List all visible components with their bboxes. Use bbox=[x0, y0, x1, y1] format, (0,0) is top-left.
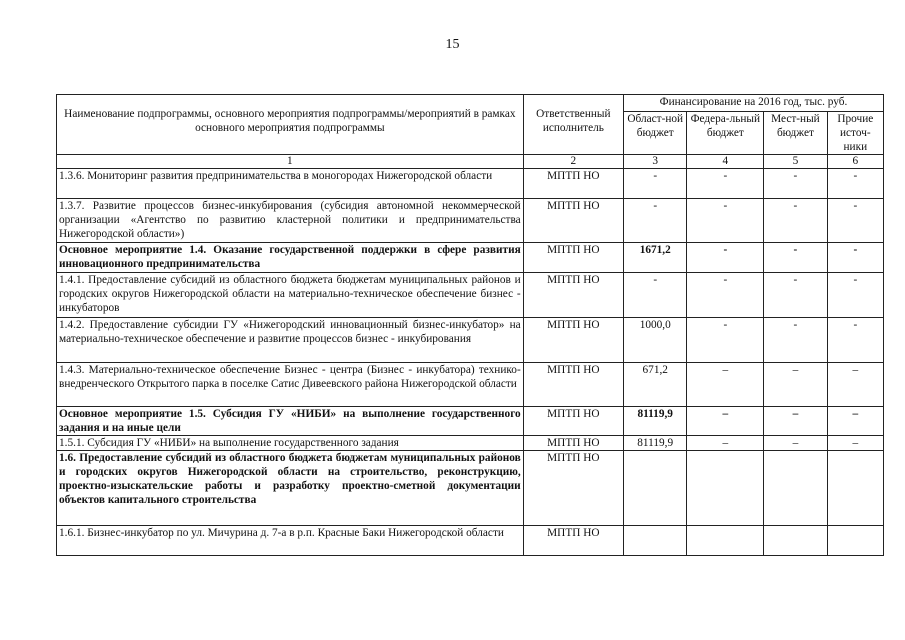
row-value-regional: - bbox=[624, 199, 687, 243]
row-value-local: - bbox=[764, 273, 827, 318]
row-value-federal: - bbox=[687, 273, 764, 318]
row-value-other: – bbox=[827, 363, 883, 407]
row-value-regional bbox=[624, 451, 687, 526]
col-number: 3 bbox=[624, 155, 687, 169]
row-value-other: – bbox=[827, 407, 883, 436]
row-value-other: - bbox=[827, 243, 883, 273]
row-value-federal: – bbox=[687, 436, 764, 451]
row-name: 1.3.7. Развитие процессов бизнес-инкубирования (субсидия автономной некоммерческой организации «Агентство по развитию кластерной политики и предпринимательства Нижегородской области») bbox=[57, 199, 524, 243]
row-value-local: - bbox=[764, 318, 827, 363]
table-row bbox=[57, 199, 884, 243]
row-value-federal: - bbox=[687, 243, 764, 273]
header-col-other: Прочие источ-ники bbox=[827, 112, 883, 155]
row-value-local: – bbox=[764, 436, 827, 451]
table-row bbox=[57, 363, 884, 407]
row-name: Основное мероприятие 1.5. Субсидия ГУ «НИБИ» на выполнение государственного задания и на иные цели bbox=[57, 407, 524, 436]
table-row bbox=[57, 318, 884, 363]
col-number: 5 bbox=[764, 155, 827, 169]
row-responsible: МПТП НО bbox=[523, 436, 623, 451]
row-value-regional: 81119,9 bbox=[624, 436, 687, 451]
row-value-regional: 1671,2 bbox=[624, 243, 687, 273]
header-responsible: Ответственный исполнитель bbox=[523, 95, 623, 155]
page-number: 15 bbox=[445, 37, 460, 52]
col-number: 4 bbox=[687, 155, 764, 169]
row-responsible: МПТП НО bbox=[523, 169, 623, 199]
row-value-regional: 671,2 bbox=[624, 363, 687, 407]
row-name: 1.5.1. Субсидия ГУ «НИБИ» на выполнение государственного задания bbox=[57, 436, 524, 451]
row-value-local: - bbox=[764, 243, 827, 273]
table-row bbox=[57, 273, 884, 318]
row-value-other: - bbox=[827, 318, 883, 363]
row-name: 1.6. Предоставление субсидий из областного бюджета бюджетам муниципальных районов и городских округов Нижегородской области на строительство, реконструкцию, проектно-изыскательские работы и разработку проектно-сметной документации объектов капитального строительства bbox=[57, 451, 524, 526]
table-row bbox=[57, 436, 884, 451]
col-number: 6 bbox=[827, 155, 883, 169]
table-row bbox=[57, 169, 884, 199]
header-col-local: Мест-ный бюджет bbox=[764, 112, 827, 155]
row-name: 1.4.1. Предоставление субсидий из областного бюджета бюджетам муниципальных районов и городских округов Нижегородской области на материально-техническое обеспечение бизнес - инкубаторов bbox=[57, 273, 524, 318]
row-value-local: - bbox=[764, 199, 827, 243]
row-value-regional: 81119,9 bbox=[624, 407, 687, 436]
table-row bbox=[57, 407, 884, 436]
row-value-federal bbox=[687, 451, 764, 526]
row-value-federal: - bbox=[687, 199, 764, 243]
table-row bbox=[57, 243, 884, 273]
row-value-federal bbox=[687, 526, 764, 556]
row-value-other: – bbox=[827, 436, 883, 451]
row-value-other: - bbox=[827, 199, 883, 243]
row-value-regional bbox=[624, 526, 687, 556]
col-number: 2 bbox=[523, 155, 623, 169]
header-col-federal: Федера-льный бюджет bbox=[687, 112, 764, 155]
row-responsible: МПТП НО bbox=[523, 407, 623, 436]
row-value-local: – bbox=[764, 407, 827, 436]
row-value-federal: – bbox=[687, 407, 764, 436]
row-value-federal: - bbox=[687, 318, 764, 363]
row-name: 1.4.3. Материально-техническое обеспечение Бизнес - центра (Бизнес - инкубатора) технико-внедренческого Открытого парка в поселке Сатис Дивеевского района Нижегородской области bbox=[57, 363, 524, 407]
row-value-regional: - bbox=[624, 169, 687, 199]
row-value-federal: - bbox=[687, 169, 764, 199]
row-value-local bbox=[764, 451, 827, 526]
row-value-regional: - bbox=[624, 273, 687, 318]
header-financing: Финансирование на 2016 год, тыс. руб. bbox=[624, 95, 884, 112]
row-responsible: МПТП НО bbox=[523, 199, 623, 243]
table-row bbox=[57, 526, 884, 556]
row-responsible: МПТП НО bbox=[523, 526, 623, 556]
row-responsible: МПТП НО bbox=[523, 318, 623, 363]
row-responsible: МПТП НО bbox=[523, 451, 623, 526]
row-value-other: - bbox=[827, 169, 883, 199]
header-col-regional: Област-ной бюджет bbox=[624, 112, 687, 155]
row-name: Основное мероприятие 1.4. Оказание государственной поддержки в сфере развития инновационного предпринимательства bbox=[57, 243, 524, 273]
row-value-local: - bbox=[764, 169, 827, 199]
financing-table bbox=[56, 94, 884, 556]
row-name: 1.6.1. Бизнес-инкубатор по ул. Мичурина д. 7-а в р.п. Красные Баки Нижегородской области bbox=[57, 526, 524, 556]
row-responsible: МПТП НО bbox=[523, 243, 623, 273]
row-name: 1.3.6. Мониторинг развития предпринимательства в моногородах Нижегородской области bbox=[57, 169, 524, 199]
col-number: 1 bbox=[57, 155, 524, 169]
header-name: Наименование подпрограммы, основного мероприятия подпрограммы/мероприятий в рамках основного мероприятия подпрограммы bbox=[57, 95, 524, 155]
row-name: 1.4.2. Предоставление субсидии ГУ «Нижегородский инновационный бизнес-инкубатор» на материально-техническое обеспечение и развитие процессов бизнес - инкубирования bbox=[57, 318, 524, 363]
row-value-other: - bbox=[827, 273, 883, 318]
table-row bbox=[57, 451, 884, 526]
row-responsible: МПТП НО bbox=[523, 273, 623, 318]
row-value-federal: – bbox=[687, 363, 764, 407]
row-value-other bbox=[827, 526, 883, 556]
row-value-other bbox=[827, 451, 883, 526]
row-value-regional: 1000,0 bbox=[624, 318, 687, 363]
row-value-local: – bbox=[764, 363, 827, 407]
row-responsible: МПТП НО bbox=[523, 363, 623, 407]
row-value-local bbox=[764, 526, 827, 556]
